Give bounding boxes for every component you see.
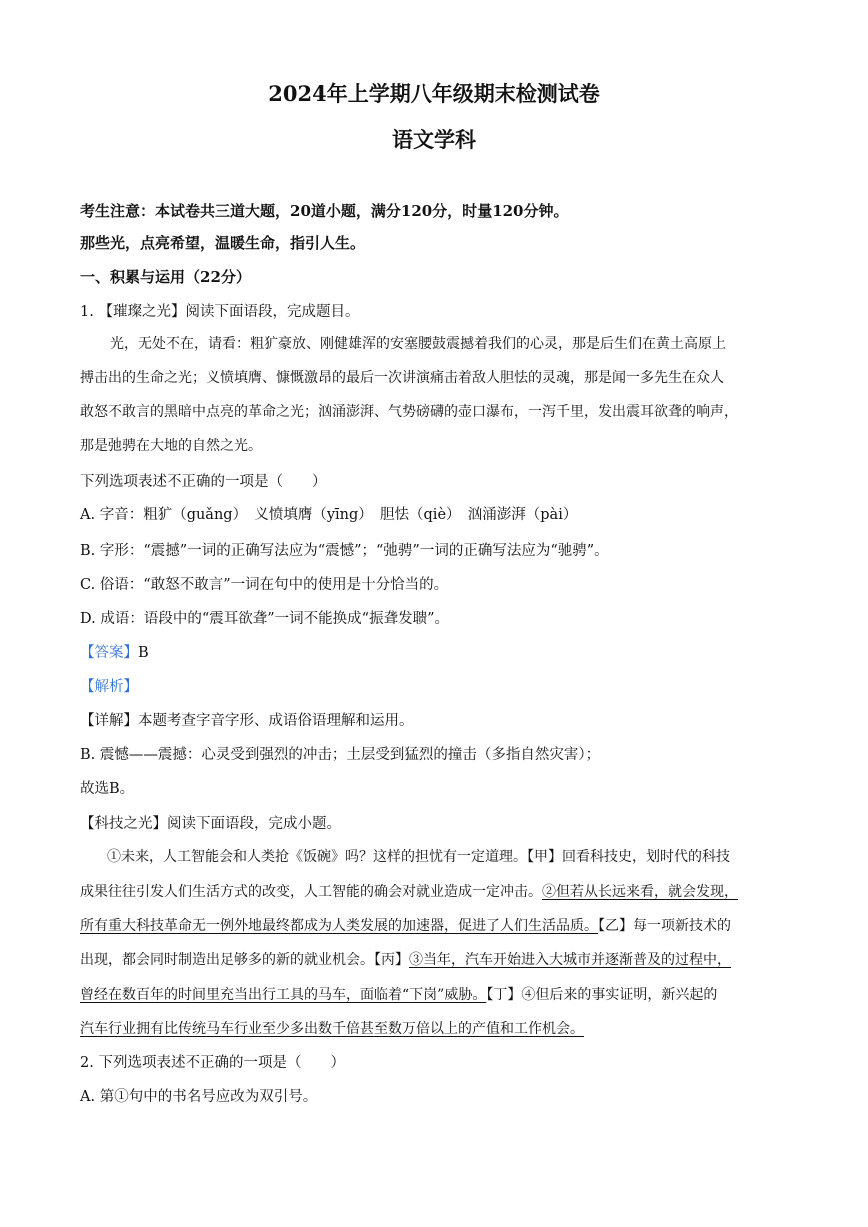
q2-passage-3-tail: 【乙】每一项新技术的 bbox=[598, 918, 731, 934]
q2-passage-line-3 bbox=[80, 916, 792, 936]
answer-value: B bbox=[138, 645, 149, 661]
q2-passage-line-1 bbox=[107, 847, 792, 867]
q1-question: 下列选项表述不正确的一项是（ ） bbox=[80, 474, 327, 490]
exam-title: 2024年上学期八年级期末检测试卷 bbox=[268, 81, 600, 106]
q2-passage-line-2 bbox=[80, 882, 792, 902]
analysis-label: 【解析】 bbox=[80, 679, 138, 695]
answer-label: 【答案】 bbox=[80, 645, 138, 661]
exam-subject: 语文学科 bbox=[392, 127, 476, 152]
q2-option-a: A. 第①句中的书名号应改为双引号。 bbox=[80, 1089, 318, 1105]
q2-intro: 【科技之光】阅读下面语段，完成小题。 bbox=[80, 816, 341, 832]
q1-option-c: C. 俗语：“敢怒不敢言”一词在句中的使用是十分恰当的。 bbox=[80, 577, 449, 593]
q1-passage-line-2: 搏击出的生命之光；义愤填膺、慷慨激昂的最后一次讲演痛击着敌人胆怯的灵魂，那是闻一多先生在众人 bbox=[80, 370, 724, 386]
notice-line-1: 考生注意：本试卷共三道大题，20道小题，满分120分，时量120分钟。 bbox=[80, 202, 569, 220]
q1-passage-line-1: 光，无处不在，请看：粗犷豪放、刚健雄浑的安塞腰鼓震撼着我们的心灵，那是后生们在黄土高原上 bbox=[110, 336, 726, 352]
q2-passage-2-underlined: ②但若从长远来看，就会发现， bbox=[542, 884, 738, 900]
notice-line-2: 那些光，点亮希望，温暖生命，指引人生。 bbox=[80, 234, 366, 252]
q2-passage-line-4 bbox=[80, 950, 792, 970]
q1-answer bbox=[80, 643, 149, 663]
q1-passage-line-3: 敢怒不敢言的黑暗中点亮的革命之光；汹涌澎湃、气势磅礴的壶口瀑布，一泻千里，发出震耳欲聋的响声， bbox=[80, 404, 738, 420]
q2-passage-5-underlined: 曾经在数百年的时间里充当出行工具的马车，面临着“下岗”威胁。 bbox=[80, 987, 487, 1003]
q2-passage-2-plain: 成果往往引发人们生活方式的改变，人工智能的确会对就业造成一定冲击。 bbox=[80, 884, 542, 900]
q2-passage-1-plain: ①未来，人工智能会和人类抢《饭碗》吗？这样的担忧有一定道理。【甲】回看科技史，划时代的科技 bbox=[107, 849, 730, 865]
q2-passage-5-tail: 【丁】④但后来的事实证明，新兴起的 bbox=[486, 987, 718, 1003]
q1-passage-line-4: 那是弛骋在大地的自然之光。 bbox=[80, 438, 262, 454]
q1-stem: 1. 【璀璨之光】阅读下面语段，完成题目。 bbox=[80, 304, 360, 320]
q2-passage-3-underlined: 所有重大科技革命无一例外地最终都成为人类发展的加速器，促进了人们生活品质。 bbox=[80, 918, 598, 934]
section-heading: 一、积累与运用（22分） bbox=[80, 268, 251, 286]
q1-detail-2: B. 震憾——震撼：心灵受到强烈的冲击；土层受到猛烈的撞击（多指自然灾害）； bbox=[80, 747, 601, 763]
q1-detail-1: 【详解】本题考查字音字形、成语俗语理解和运用。 bbox=[80, 713, 414, 729]
q2-passage-4-underlined: ③当年，汽车开始进入大城市并逐渐普及的过程中， bbox=[409, 952, 731, 968]
q2-passage-4-plain: 出现，都会同时制造出足够多的新的就业机会。【丙】 bbox=[80, 952, 409, 968]
q2-passage-line-5 bbox=[80, 985, 792, 1005]
q1-option-b: B. 字形：“震撼”一词的正确写法应为“震憾”；“弛骋”一词的正确写法应为“驰骋”。 bbox=[80, 543, 609, 559]
q2-passage-6-underlined: 汽车行业拥有比传统马车行业至少多出数千倍甚至数万倍以上的产值和工作机会。 bbox=[80, 1021, 584, 1037]
q2-passage-line-6 bbox=[80, 1019, 792, 1039]
q1-option-a: A. 字音：粗犷（guǎng） 义愤填膺（yīng） 胆怯（qiè） 汹涌澎湃（pài） bbox=[80, 507, 578, 523]
q1-option-d: D. 成语：语段中的“震耳欲聋”一词不能换成“振聋发聩”。 bbox=[80, 611, 449, 627]
q1-detail-3: 故选B。 bbox=[80, 781, 135, 797]
q2-question: 2. 下列选项表述不正确的一项是（ ） bbox=[80, 1055, 345, 1071]
